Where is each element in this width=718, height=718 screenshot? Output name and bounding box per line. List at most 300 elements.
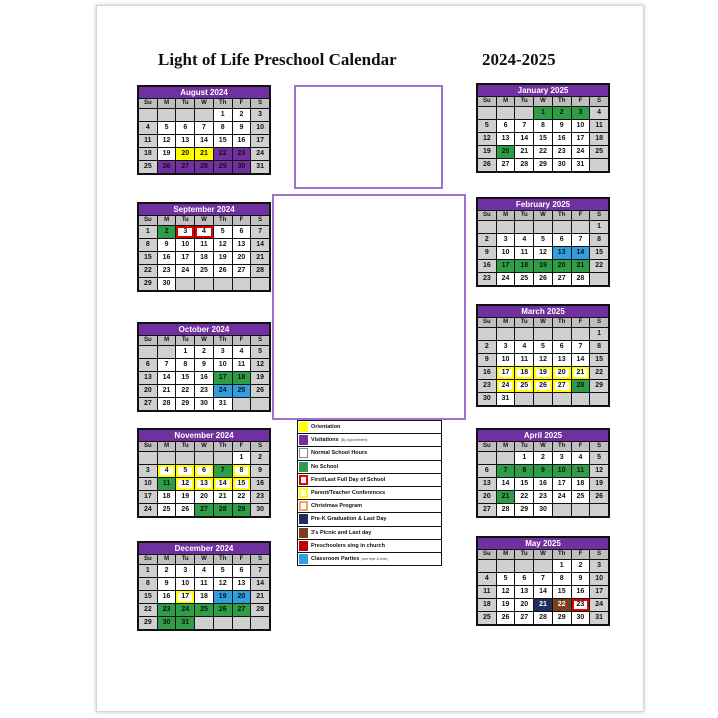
event-row [274, 203, 464, 210]
empty-cell [497, 452, 515, 464]
day-cell: 2 [553, 107, 571, 119]
day-cell: 4 [233, 346, 251, 358]
day-cell: 12 [176, 478, 194, 490]
day-cell: 18 [195, 591, 213, 603]
event-month [274, 275, 316, 282]
empty-cell [572, 221, 590, 233]
event-description [342, 334, 464, 341]
event-month [274, 394, 316, 401]
event-date [316, 236, 342, 243]
day-cell: 30 [195, 398, 213, 410]
day-cell: 22 [139, 265, 157, 277]
weekday-header: Su [139, 99, 157, 108]
day-cell: 18 [195, 252, 213, 264]
weekday-header: M [497, 318, 515, 327]
month-title: April 2025 [478, 430, 608, 441]
legend-swatch [299, 554, 308, 564]
legend-row [298, 434, 441, 447]
day-cell: 6 [553, 234, 571, 246]
day-cell: 3 [553, 452, 571, 464]
event-month [274, 236, 316, 243]
day-cell: 1 [553, 560, 571, 572]
day-cell: 10 [176, 239, 194, 251]
day-cell: 31 [497, 393, 515, 405]
day-cell: 20 [515, 599, 533, 611]
legend-row [298, 500, 441, 513]
event-row [274, 255, 464, 262]
day-cell: 11 [572, 465, 590, 477]
event-row [274, 229, 464, 236]
empty-cell [478, 221, 496, 233]
weekday-header: Tu [515, 318, 533, 327]
empty-cell [139, 346, 157, 358]
event-date [316, 328, 342, 335]
event-month [274, 361, 316, 368]
event-month [274, 262, 316, 269]
day-cell: 20 [139, 385, 157, 397]
legend-row [298, 474, 441, 487]
day-cell: 24 [497, 273, 515, 285]
empty-cell [195, 452, 213, 464]
day-cell: 28 [534, 612, 552, 624]
weekday-header: M [158, 555, 176, 564]
weekday-header: Th [214, 99, 232, 108]
day-cell: 17 [176, 252, 194, 264]
event-month [274, 216, 316, 223]
day-cell: 24 [590, 599, 608, 611]
day-cell: 5 [590, 452, 608, 464]
day-cell: 27 [176, 161, 194, 173]
day-cell: 27 [139, 398, 157, 410]
day-cell: 19 [158, 148, 176, 160]
day-cell: 27 [233, 604, 251, 616]
weekday-header: F [233, 216, 251, 225]
empty-cell [590, 273, 608, 285]
event-row [274, 334, 464, 341]
day-cell: 21 [195, 148, 213, 160]
day-cell: 30 [233, 161, 251, 173]
event-row [274, 249, 464, 256]
event-description [342, 249, 464, 256]
event-month [274, 387, 316, 394]
day-cell: 10 [176, 578, 194, 590]
weekday-header: S [251, 99, 269, 108]
day-cell: 3 [590, 560, 608, 572]
day-cell: 10 [572, 120, 590, 132]
day-cell: 30 [478, 393, 496, 405]
legend-row [298, 487, 441, 500]
day-cell: 23 [251, 491, 269, 503]
empty-cell [534, 393, 552, 405]
day-cell: 29 [553, 612, 571, 624]
day-cell: 20 [478, 491, 496, 503]
calendar-may [476, 536, 610, 626]
event-date [316, 367, 342, 374]
day-cell: 22 [553, 599, 571, 611]
weekday-header: Th [553, 318, 571, 327]
day-cell: 15 [214, 135, 232, 147]
day-cell: 9 [553, 120, 571, 132]
event-row [274, 367, 464, 374]
day-cell: 1 [214, 109, 232, 121]
legend-label: Classroom Parties [311, 555, 360, 562]
day-cell: 26 [251, 385, 269, 397]
weekday-header: Tu [515, 442, 533, 451]
day-cell: 12 [214, 578, 232, 590]
day-cell: 11 [515, 247, 533, 259]
day-cell: 13 [515, 586, 533, 598]
day-cell: 5 [176, 465, 194, 477]
school-year: 2024-2025 [482, 50, 556, 69]
day-cell: 22 [176, 385, 194, 397]
day-cell: 22 [515, 491, 533, 503]
day-cell: 31 [572, 159, 590, 171]
day-cell: 31 [176, 617, 194, 629]
event-month [274, 367, 316, 374]
day-cell: 25 [195, 604, 213, 616]
empty-cell [590, 159, 608, 171]
day-cell: 8 [139, 578, 157, 590]
day-cell: 22 [139, 604, 157, 616]
event-month [274, 229, 316, 236]
day-cell: 7 [572, 341, 590, 353]
day-cell: 23 [478, 380, 496, 392]
event-description [342, 394, 464, 401]
day-cell: 3 [497, 341, 515, 353]
day-cell: 4 [590, 107, 608, 119]
legend-label: Preschoolers sing in church [311, 542, 385, 549]
day-cell: 27 [553, 273, 571, 285]
legend-label: Orientation [311, 424, 341, 431]
day-cell: 2 [158, 226, 176, 238]
event-date [316, 341, 342, 348]
day-cell: 14 [534, 586, 552, 598]
empty-cell [139, 109, 157, 121]
day-cell: 16 [158, 591, 176, 603]
day-cell: 6 [478, 465, 496, 477]
event-date [316, 203, 342, 210]
weekday-header: M [497, 550, 515, 559]
day-cell: 5 [478, 120, 496, 132]
weekday-header: S [590, 211, 608, 220]
day-cell: 6 [176, 122, 194, 134]
day-cell: 21 [158, 385, 176, 397]
day-cell: 26 [590, 491, 608, 503]
weekday-header: Tu [176, 336, 194, 345]
weekday-header: M [158, 216, 176, 225]
empty-cell [214, 278, 232, 290]
event-description [342, 216, 464, 223]
day-cell: 6 [553, 341, 571, 353]
day-cell: 6 [195, 465, 213, 477]
day-cell: 24 [139, 504, 157, 516]
empty-cell [158, 452, 176, 464]
day-cell: 29 [139, 278, 157, 290]
empty-cell [515, 560, 533, 572]
day-cell: 17 [176, 591, 194, 603]
day-cell: 29 [233, 504, 251, 516]
empty-cell [233, 398, 251, 410]
day-cell: 27 [195, 504, 213, 516]
day-cell: 25 [572, 491, 590, 503]
event-date [316, 229, 342, 236]
day-cell: 11 [590, 120, 608, 132]
day-cell: 26 [478, 159, 496, 171]
day-cell: 22 [590, 367, 608, 379]
event-row [274, 308, 464, 315]
event-description [342, 209, 464, 216]
event-row [274, 387, 464, 394]
legend-row [298, 447, 441, 460]
empty-cell [553, 504, 571, 516]
weekday-header: S [251, 555, 269, 564]
event-row [274, 381, 464, 388]
weekday-header: M [497, 442, 515, 451]
day-cell: 27 [478, 504, 496, 516]
calendar-apr [476, 428, 610, 518]
day-cell: 25 [590, 146, 608, 158]
weekday-header: W [195, 442, 213, 451]
day-cell: 19 [478, 146, 496, 158]
event-date [316, 196, 342, 203]
weekday-header: S [251, 216, 269, 225]
day-cell: 9 [158, 239, 176, 251]
day-cell: 4 [572, 452, 590, 464]
event-date [316, 275, 342, 282]
day-cell: 29 [534, 159, 552, 171]
empty-cell [214, 452, 232, 464]
weekday-header: F [572, 550, 590, 559]
day-cell: 18 [233, 372, 251, 384]
legend-row [298, 421, 441, 434]
month-title: March 2025 [478, 306, 608, 317]
event-row [274, 328, 464, 335]
event-row [274, 361, 464, 368]
day-cell: 21 [497, 491, 515, 503]
event-row [274, 348, 464, 355]
day-cell: 3 [497, 234, 515, 246]
day-cell: 27 [497, 159, 515, 171]
day-cell: 14 [195, 135, 213, 147]
empty-cell [515, 328, 533, 340]
event-date [316, 295, 342, 302]
day-cell: 14 [572, 247, 590, 259]
event-date [316, 209, 342, 216]
weekday-header: S [590, 442, 608, 451]
day-cell: 9 [478, 247, 496, 259]
day-cell: 29 [139, 617, 157, 629]
empty-cell [590, 393, 608, 405]
day-cell: 18 [158, 491, 176, 503]
month-title: May 2025 [478, 538, 608, 549]
day-cell: 30 [158, 617, 176, 629]
weekday-header: W [534, 97, 552, 106]
event-row [274, 341, 464, 348]
day-cell: 14 [251, 578, 269, 590]
empty-cell [497, 560, 515, 572]
day-cell: 3 [176, 565, 194, 577]
event-description [342, 400, 464, 407]
day-cell: 25 [158, 504, 176, 516]
legend-row [298, 513, 441, 526]
event-date [316, 354, 342, 361]
event-month [274, 334, 316, 341]
day-cell: 16 [233, 135, 251, 147]
event-date [316, 381, 342, 388]
day-cell: 8 [590, 234, 608, 246]
day-cell: 7 [195, 122, 213, 134]
day-cell: 17 [497, 260, 515, 272]
calendar-aug [137, 85, 271, 175]
day-cell: 5 [497, 573, 515, 585]
event-month [274, 374, 316, 381]
day-cell: 19 [214, 591, 232, 603]
day-cell: 6 [233, 565, 251, 577]
weekday-header: Tu [515, 550, 533, 559]
event-month [274, 381, 316, 388]
event-row [274, 315, 464, 322]
day-cell: 24 [251, 148, 269, 160]
day-cell: 13 [497, 133, 515, 145]
day-cell: 14 [214, 478, 232, 490]
day-cell: 23 [553, 146, 571, 158]
day-cell: 26 [214, 265, 232, 277]
calendar-feb [476, 197, 610, 287]
empty-cell [515, 107, 533, 119]
day-cell: 30 [553, 159, 571, 171]
day-cell: 7 [534, 573, 552, 585]
day-cell: 31 [251, 161, 269, 173]
day-cell: 4 [195, 226, 213, 238]
day-cell: 24 [553, 491, 571, 503]
day-cell: 30 [158, 278, 176, 290]
day-cell: 12 [214, 239, 232, 251]
day-cell: 3 [176, 226, 194, 238]
weekday-header: W [195, 336, 213, 345]
empty-cell [534, 328, 552, 340]
day-cell: 25 [515, 380, 533, 392]
day-cell: 7 [497, 465, 515, 477]
day-cell: 15 [590, 354, 608, 366]
day-cell: 12 [497, 586, 515, 598]
day-cell: 19 [214, 252, 232, 264]
day-cell: 19 [534, 260, 552, 272]
empty-cell [497, 328, 515, 340]
day-cell: 9 [233, 122, 251, 134]
weekday-header: Th [553, 211, 571, 220]
day-cell: 2 [195, 346, 213, 358]
empty-cell [195, 109, 213, 121]
event-row [274, 302, 464, 309]
weekday-header: M [158, 336, 176, 345]
event-description [342, 308, 464, 315]
day-cell: 25 [478, 612, 496, 624]
legend-note: (see flyer & time) [361, 556, 388, 561]
day-cell: 5 [534, 234, 552, 246]
empty-cell [478, 107, 496, 119]
empty-cell [176, 109, 194, 121]
day-cell: 19 [251, 372, 269, 384]
weekday-header: F [572, 442, 590, 451]
event-month [274, 282, 316, 289]
event-description [342, 354, 464, 361]
weekday-header: F [572, 211, 590, 220]
day-cell: 2 [251, 452, 269, 464]
weekday-header: F [233, 442, 251, 451]
day-cell: 5 [214, 226, 232, 238]
day-cell: 26 [214, 604, 232, 616]
month-title: January 2025 [478, 85, 608, 96]
day-cell: 29 [590, 380, 608, 392]
event-date [316, 400, 342, 407]
empty-cell [478, 328, 496, 340]
day-cell: 28 [251, 265, 269, 277]
day-cell: 28 [214, 504, 232, 516]
event-description [342, 381, 464, 388]
day-cell: 17 [572, 133, 590, 145]
event-month [274, 321, 316, 328]
day-cell: 27 [515, 612, 533, 624]
contact-info-box [294, 85, 443, 189]
empty-cell [176, 278, 194, 290]
empty-cell [553, 393, 571, 405]
event-month [274, 341, 316, 348]
day-cell: 12 [158, 135, 176, 147]
legend-label: Normal School Hours [311, 450, 368, 457]
weekday-header: W [534, 211, 552, 220]
weekday-header: W [534, 442, 552, 451]
day-cell: 29 [515, 504, 533, 516]
empty-cell [233, 278, 251, 290]
day-cell: 30 [251, 504, 269, 516]
legend-row [298, 553, 441, 565]
event-description [342, 361, 464, 368]
weekday-header: Su [478, 97, 496, 106]
day-cell: 17 [139, 491, 157, 503]
day-cell: 24 [176, 265, 194, 277]
day-cell: 8 [214, 122, 232, 134]
day-cell: 23 [195, 385, 213, 397]
weekday-header: Th [214, 336, 232, 345]
event-month [274, 315, 316, 322]
day-cell: 6 [233, 226, 251, 238]
event-row [274, 400, 464, 407]
empty-cell [478, 452, 496, 464]
day-cell: 23 [158, 265, 176, 277]
event-description [342, 269, 464, 276]
day-cell: 29 [214, 161, 232, 173]
day-cell: 28 [572, 273, 590, 285]
calendar-jan [476, 83, 610, 173]
event-date [316, 308, 342, 315]
weekday-header: W [534, 318, 552, 327]
day-cell: 7 [214, 465, 232, 477]
day-cell: 1 [139, 226, 157, 238]
day-cell: 7 [515, 120, 533, 132]
day-cell: 12 [534, 354, 552, 366]
legend-swatch [299, 501, 308, 511]
weekday-header: F [572, 97, 590, 106]
legend-label: Christmas Program [311, 503, 363, 510]
event-row [274, 269, 464, 276]
day-cell: 5 [158, 122, 176, 134]
day-cell: 20 [195, 491, 213, 503]
day-cell: 28 [158, 398, 176, 410]
empty-cell [195, 278, 213, 290]
weekday-header: F [233, 336, 251, 345]
events-list-box [272, 194, 466, 420]
day-cell: 31 [214, 398, 232, 410]
